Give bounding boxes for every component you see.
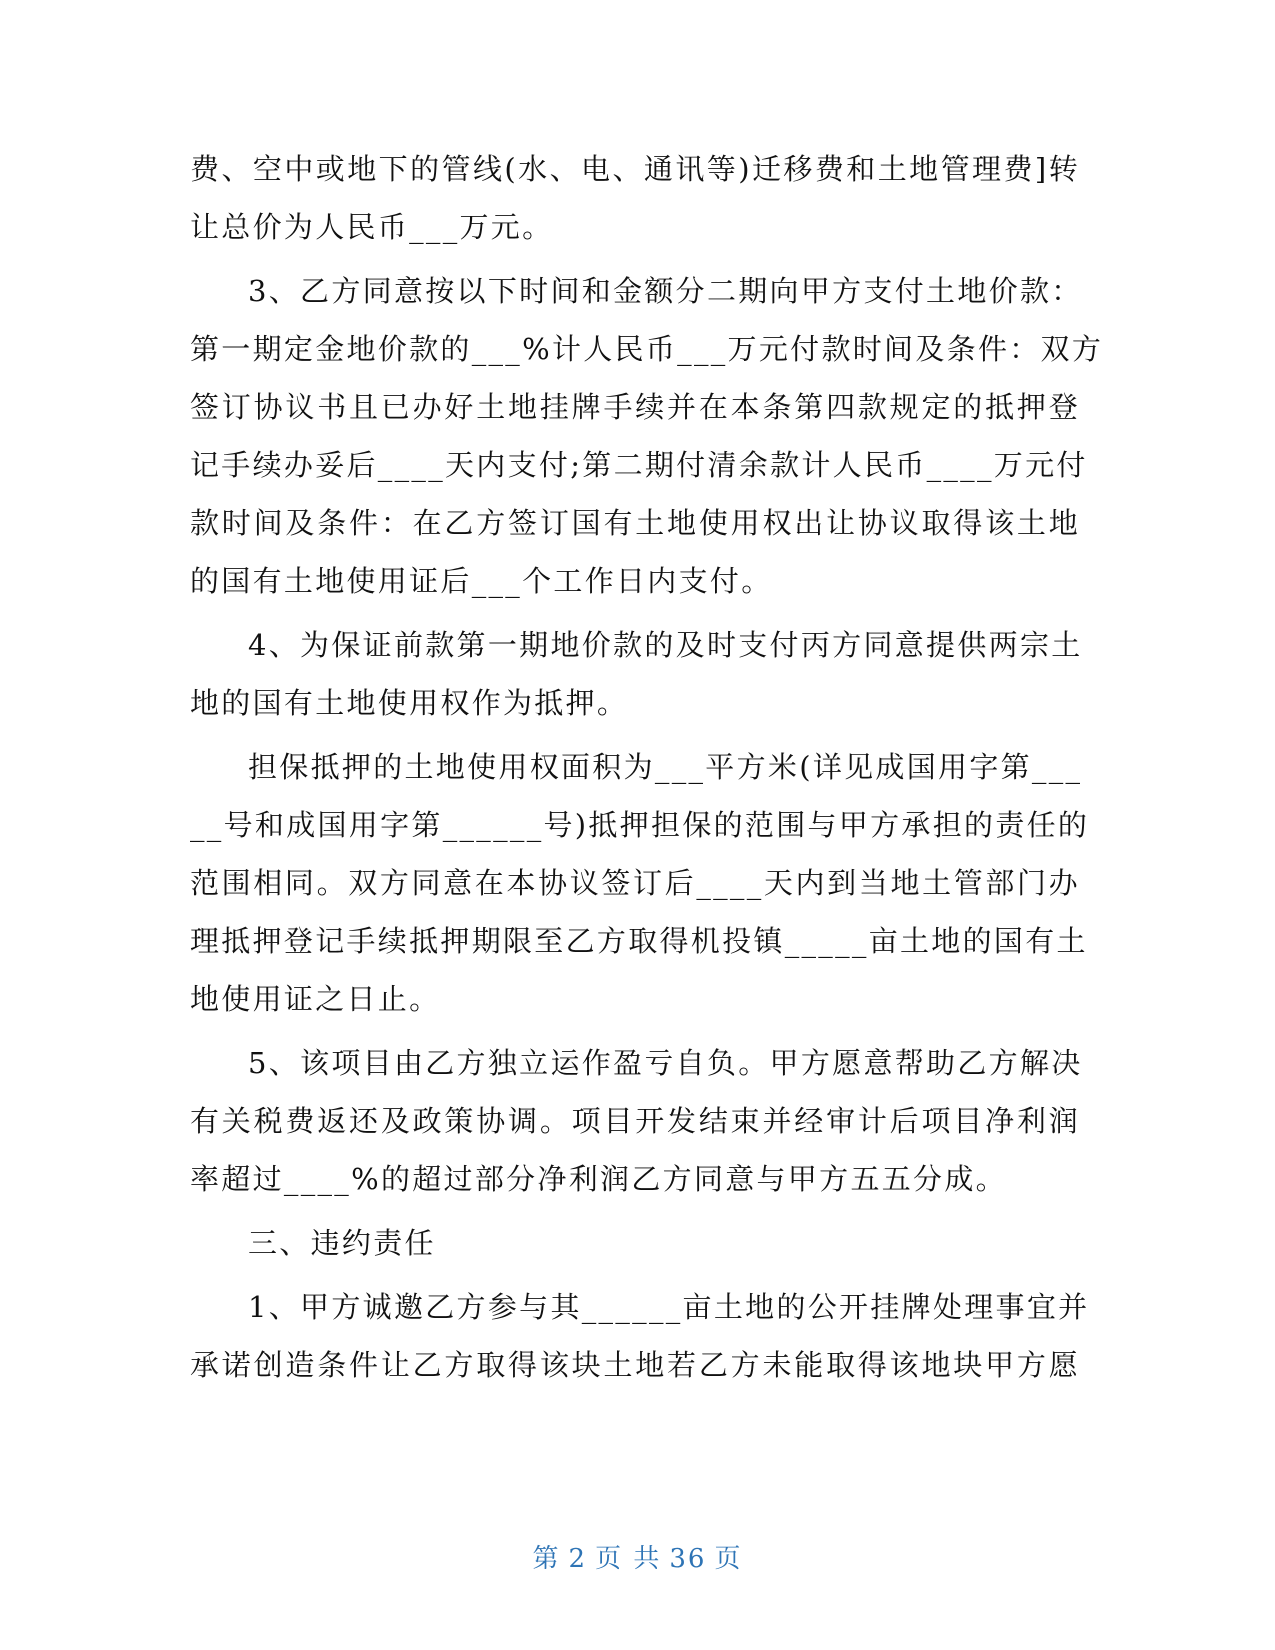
current-page-number: 2 <box>568 1544 588 1574</box>
text-line: 签订协议书且已办好土地挂牌手续并在本条第四款规定的抵押登 <box>190 390 1080 424</box>
document-body <box>190 140 1104 1394</box>
text-line: 4、为保证前款第一期地价款的及时支付丙方同意提供两宗土 <box>248 628 1083 662</box>
text-line: 有关税费返还及政策协调。项目开发结束并经审计后项目净利润 <box>190 1104 1080 1138</box>
text-line: 1、甲方诚邀乙方参与其______亩土地的公开挂牌处理事宜并 <box>248 1290 1090 1324</box>
text-line: 地使用证之日止。 <box>190 982 441 1016</box>
text-line: 记手续办妥后____天内支付;第二期付清余款计人民币____万元付 <box>190 448 1088 482</box>
text-line: 承诺创造条件让乙方取得该块土地若乙方未能取得该地块甲方愿 <box>190 1348 1080 1382</box>
text-line: 款时间及条件：在乙方签订国有土地使用权出让协议取得该土地 <box>190 506 1080 540</box>
total-pages-number: 36 <box>669 1544 707 1574</box>
text-line: 的国有土地使用证后___个工作日内支付。 <box>190 564 773 598</box>
text-line: __号和成国用字第______号)抵押担保的范围与甲方承担的责任的 <box>190 808 1090 842</box>
text-line: 理抵押登记手续抵押期限至乙方取得机投镇_____亩土地的国有土 <box>190 924 1088 958</box>
text-line: 率超过____%的超过部分净利润乙方同意与甲方五五分成。 <box>190 1162 1007 1196</box>
text-line: 第一期定金地价款的___%计人民币___万元付款时间及条件：双方 <box>190 332 1104 366</box>
text-line: 费、空中或地下的管线(水、电、通讯等)迁移费和土地管理费]转 <box>190 152 1080 186</box>
text-line: 3、乙方同意按以下时间和金额分二期向甲方支付土地价款： <box>248 274 1083 308</box>
page-footer <box>0 1538 1275 1575</box>
footer-middle: 页 共 <box>595 1544 662 1574</box>
text-line: 5、该项目由乙方独立运作盈亏自负。甲方愿意帮助乙方解决 <box>248 1046 1083 1080</box>
footer-prefix: 第 <box>532 1544 561 1574</box>
footer-suffix: 页 <box>714 1544 743 1574</box>
text-line: 让总价为人民币___万元。 <box>190 210 554 244</box>
section-heading: 三、违约责任 <box>248 1226 436 1260</box>
text-line: 范围相同。双方同意在本协议签订后____天内到当地土管部门办 <box>190 866 1080 900</box>
text-line: 地的国有土地使用权作为抵押。 <box>190 686 629 720</box>
text-line: 担保抵押的土地使用权面积为___平方米(详见成国用字第___ <box>248 750 1083 784</box>
